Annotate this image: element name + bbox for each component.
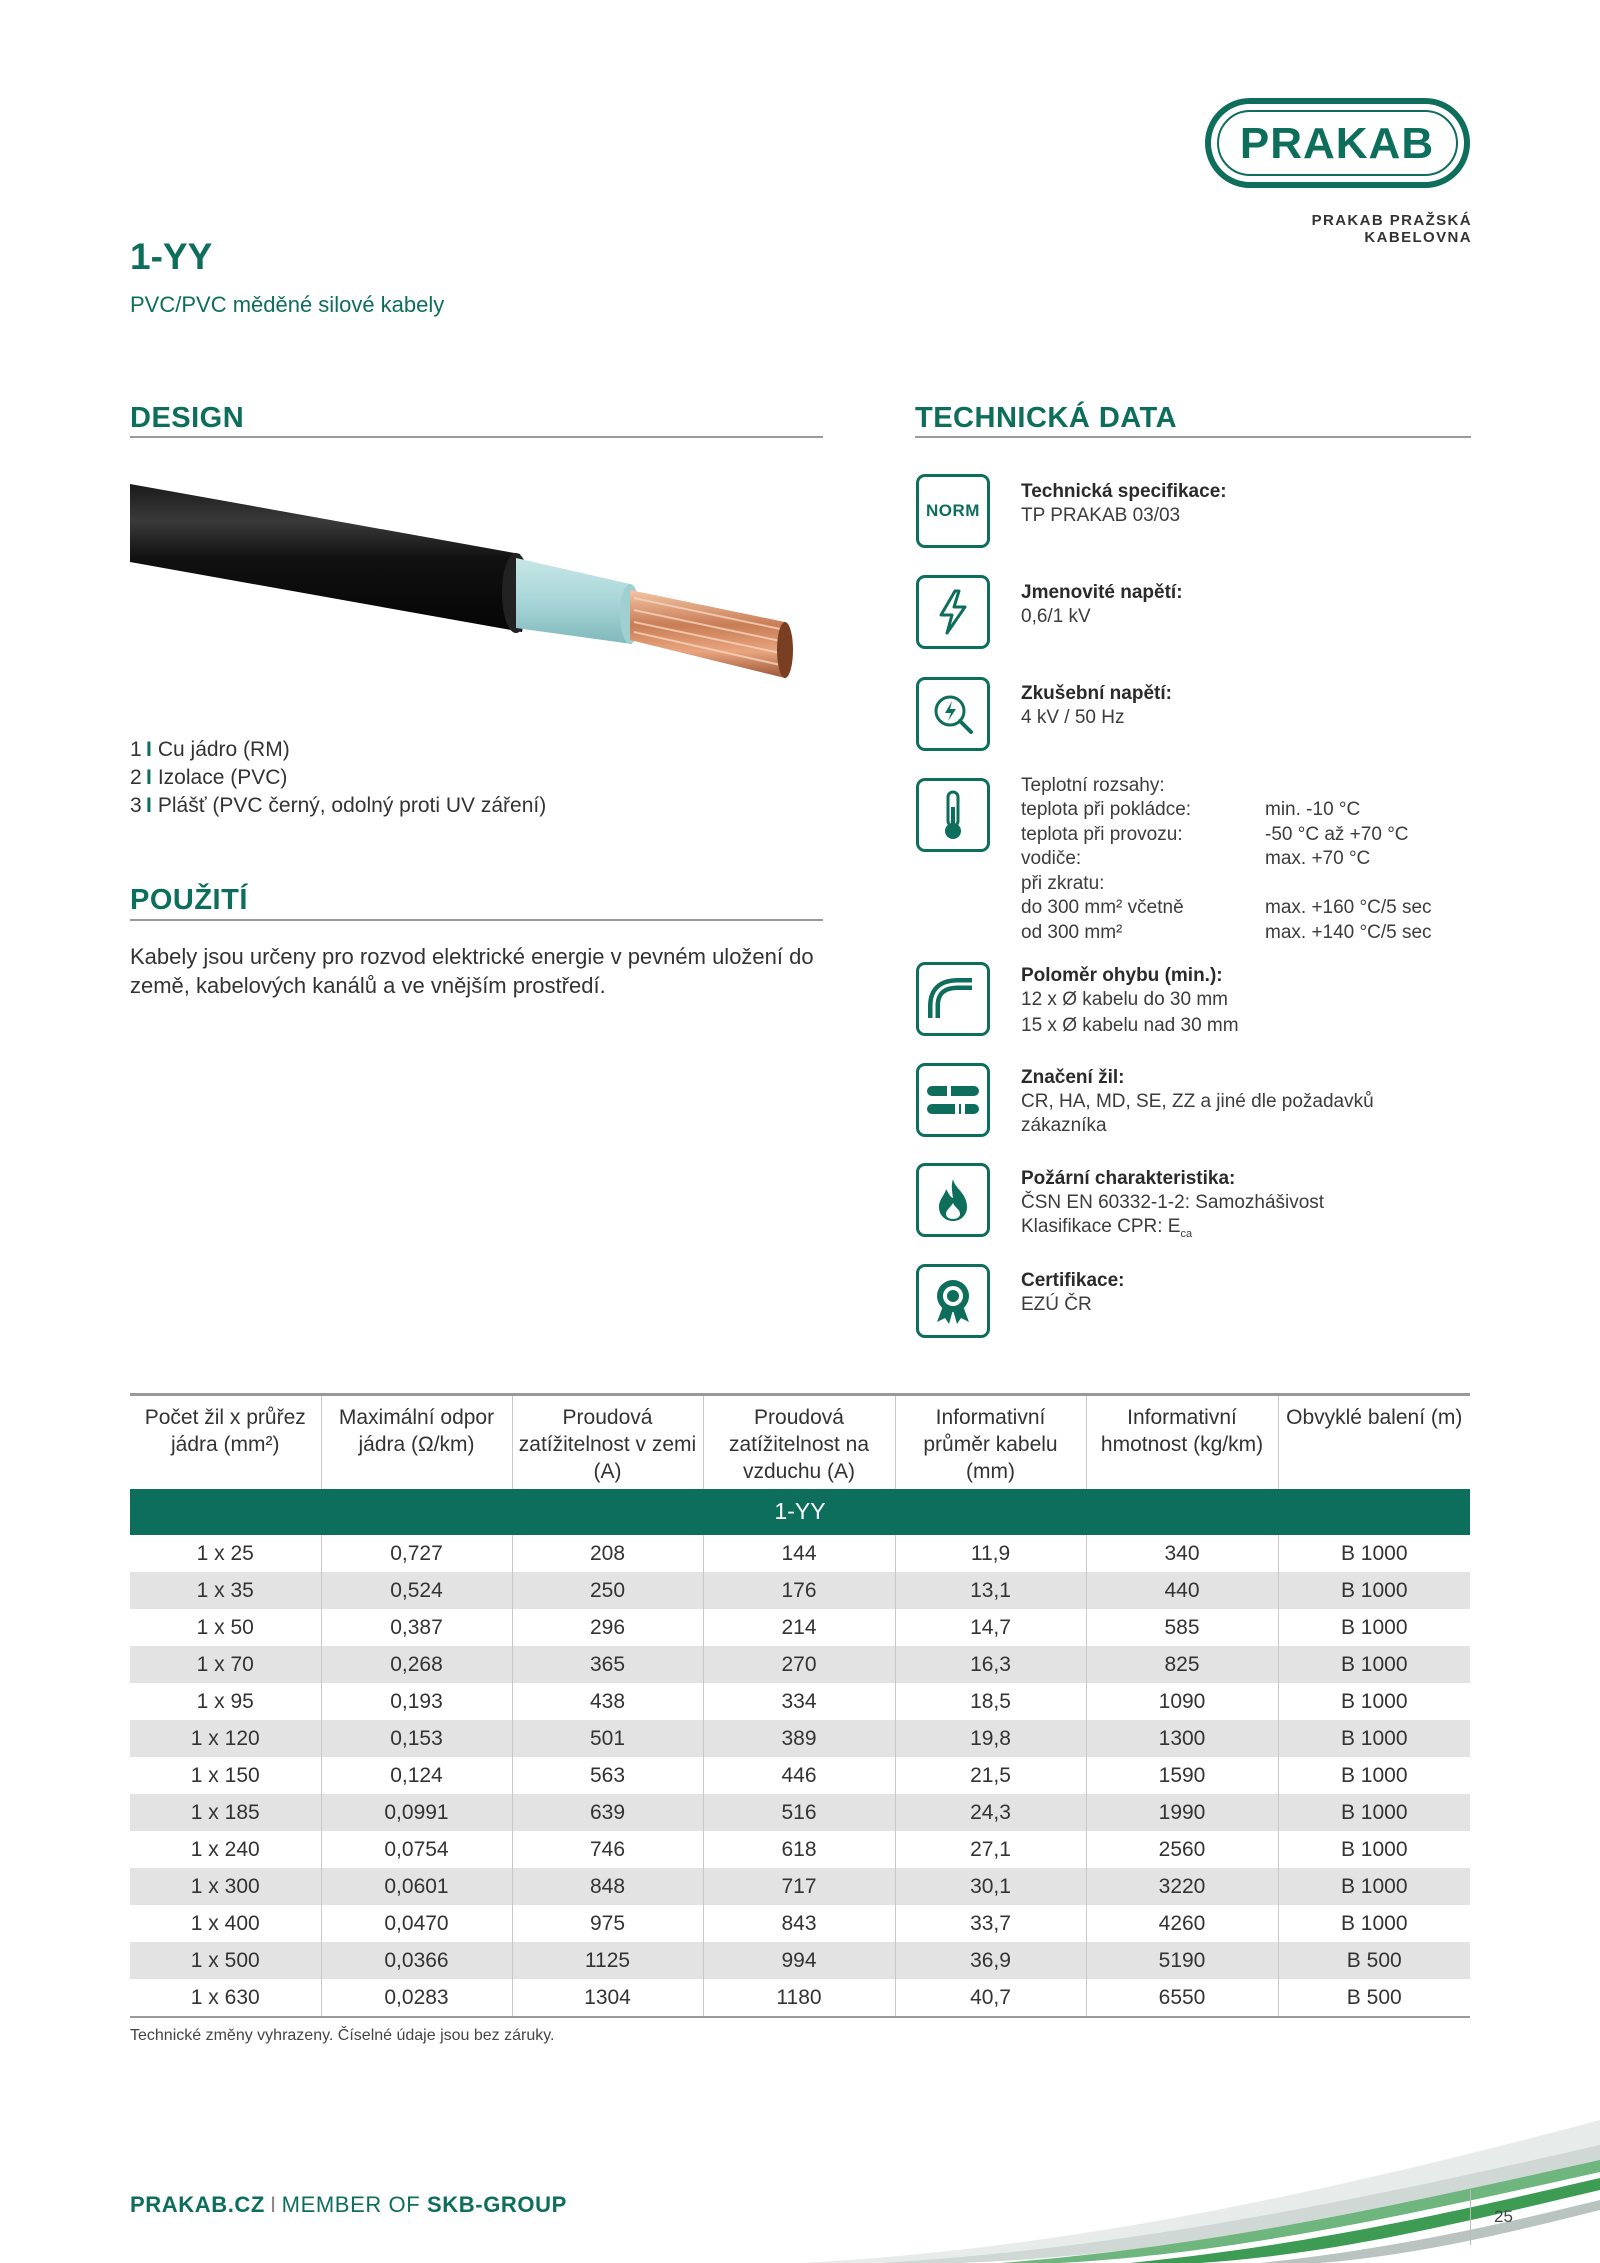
table-cell: B 1000 (1278, 1720, 1470, 1757)
table-cell: 5190 (1086, 1942, 1278, 1979)
prakab-logo (1205, 98, 1470, 188)
table-row (130, 1868, 1470, 1905)
table-row (130, 1609, 1470, 1646)
footer-member: MEMBER OF (281, 2192, 421, 2217)
temperature-label: Teplotní rozsahy: (1021, 775, 1165, 796)
table-cell: 0,193 (321, 1683, 512, 1720)
svg-text:PRAKAB: PRAKAB (1239, 119, 1435, 168)
page-divider (1470, 2190, 1471, 2245)
table-cell: 296 (512, 1609, 703, 1646)
column-header: Informativní hmotnost (kg/km) (1086, 1395, 1278, 1489)
table-cell: 365 (512, 1646, 703, 1683)
usage-heading: POUŽITÍ (130, 884, 248, 916)
table-cell: 340 (1086, 1535, 1278, 1572)
norm-icon: NORM (916, 474, 990, 548)
column-header: Obvyklé balení (m) (1278, 1395, 1470, 1489)
product-subtitle: PVC/PVC měděné silové kabely (130, 292, 445, 317)
table-cell: 0,124 (321, 1757, 512, 1794)
table-cell: 30,1 (895, 1868, 1086, 1905)
test-voltage-block: Zkušební napětí: 4 kV / 50 Hz (1021, 683, 1172, 728)
table-row (130, 1535, 1470, 1572)
table-cell: 0,0283 (321, 1979, 512, 2017)
table-cell: 440 (1086, 1572, 1278, 1609)
marking-block: Značení žil: CR, HA, MD, SE, ZZ a jiné dle požadavků zákazníka (1021, 1067, 1374, 1136)
table-cell: 4260 (1086, 1905, 1278, 1942)
table-cell: 1 x 35 (130, 1572, 321, 1609)
table-row (130, 1794, 1470, 1831)
table-cell: B 1000 (1278, 1572, 1470, 1609)
disclaimer-note: Technické změny vyhrazeny. Číselné údaje jsou bez záruky. (130, 2027, 555, 2044)
table-cell: 994 (703, 1942, 895, 1979)
table-cell: 639 (512, 1794, 703, 1831)
table-cell: 618 (703, 1831, 895, 1868)
column-header: Proudová zatížitelnost na vzduchu (A) (703, 1395, 895, 1489)
test-voltage-icon (916, 677, 990, 751)
table-cell: 516 (703, 1794, 895, 1831)
table-cell: B 500 (1278, 1942, 1470, 1979)
bending-block: Poloměr ohybu (min.): 12 x Ø kabelu do 30 mm 15 x Ø kabelu nad 30 mm (1021, 965, 1239, 1036)
footer-text: PRAKAB.CZ I MEMBER OF SKB-GROUP (130, 2192, 567, 2217)
table-cell: B 1000 (1340, 1615, 1408, 1639)
table-cell: 975 (512, 1905, 703, 1942)
table-cell: B 1000 (1278, 1794, 1470, 1831)
table-cell: 1 x 95 (130, 1683, 321, 1720)
temperature-row: vodiče: max. +70 °C (1021, 848, 1371, 869)
temperature-row: teplota při provozu: -50 °C až +70 °C (1021, 823, 1409, 845)
table-cell: 1 x 50 (130, 1609, 321, 1646)
table-cell: 0,0366 (321, 1942, 512, 1979)
thermometer-icon (916, 778, 990, 852)
flame-icon (916, 1163, 990, 1237)
table-cell: 19,8 (895, 1720, 1086, 1757)
lightning-icon (916, 575, 990, 649)
table-cell: 0,268 (321, 1646, 512, 1683)
voltage-block: Jmenovité napětí: 0,6/1 kV (1021, 582, 1183, 627)
table-cell: 11,9 (895, 1535, 1086, 1572)
table-cell: 214 (703, 1609, 895, 1646)
table-cell: 0,727 (321, 1535, 512, 1572)
design-legend (130, 736, 546, 820)
table-cell: 563 (512, 1757, 703, 1794)
table-cell: 0,524 (321, 1572, 512, 1609)
table-row (130, 1831, 1470, 1868)
table-cell: 2560 (1086, 1831, 1278, 1868)
column-header: Počet žil x průřez jádra (mm²) (130, 1395, 321, 1489)
table-cell: B 1000 (1340, 1541, 1408, 1565)
table-cell: B 1000 (1278, 1646, 1470, 1683)
table-row (130, 1757, 1470, 1794)
design-heading: DESIGN (130, 402, 245, 434)
temperature-table (1021, 798, 1432, 945)
footer-site: PRAKAB.CZ (130, 2192, 265, 2217)
column-header: Maximální odpor jádra (Ω/km) (321, 1395, 512, 1489)
technical-heading: TECHNICKÁ DATA (915, 402, 1178, 434)
table-cell: 0,387 (321, 1609, 512, 1646)
table-cell: 0,0754 (321, 1831, 512, 1868)
table-cell: B 1000 (1278, 1868, 1470, 1905)
page-number: 25 (1494, 2207, 1513, 2226)
table-cell: 1304 (512, 1979, 703, 2017)
usage-text: Kabely jsou určeny pro rozvod elektrické energie v pevném uložení do země, kabelových kanálů a ve vnějším prostředí. (130, 944, 814, 998)
certification-block: Certifikace: EZÚ ČR (1021, 1270, 1125, 1315)
table-cell: 1 x 150 (130, 1757, 321, 1794)
table-cell: B 500 (1278, 1979, 1470, 2017)
table-cell: 250 (512, 1572, 703, 1609)
temperature-row: od 300 mm² max. +140 °C/5 sec (1021, 921, 1432, 943)
column-header: Informativní průměr kabelu (mm) (895, 1395, 1086, 1489)
group-label: 1-YY (130, 1489, 1470, 1535)
cable-image (130, 472, 822, 710)
table-cell: 21,5 (895, 1757, 1086, 1794)
table-cell: 389 (703, 1720, 895, 1757)
table-row (130, 1942, 1470, 1979)
table-cell: 14,7 (895, 1609, 1086, 1646)
table-row (130, 1572, 1470, 1609)
table-cell: B 1000 (1340, 1763, 1408, 1787)
table-cell: B 1000 (1340, 1837, 1408, 1861)
table-cell: 24,3 (895, 1794, 1086, 1831)
table-cell: 1 x 500 (130, 1942, 321, 1979)
technical-divider (915, 436, 1471, 438)
table-cell: 208 (512, 1535, 703, 1572)
table-cell: 825 (1086, 1646, 1278, 1683)
table-cell: 1 x 70 (130, 1646, 321, 1683)
table-cell: 1 x 630 (130, 1979, 321, 2017)
table-cell: 18,5 (895, 1683, 1086, 1720)
table-cell: 334 (703, 1683, 895, 1720)
bending-radius-icon (916, 962, 990, 1036)
table-header-row (130, 1395, 1470, 1489)
legend-item: 3 I Plášť (PVC černý, odolný proti UV záření) (130, 794, 547, 817)
table-cell: 438 (512, 1683, 703, 1720)
table-cell: 1 x 240 (130, 1831, 321, 1868)
table-row (130, 1720, 1470, 1757)
table-cell: 1590 (1086, 1757, 1278, 1794)
table-cell: 0,153 (321, 1720, 512, 1757)
table-cell: 1300 (1086, 1720, 1278, 1757)
legend-item: 1 I Cu jádro (RM) (130, 738, 290, 761)
decorative-swoosh (800, 2050, 1600, 2263)
legend-item: 2 I Izolace (PVC) (130, 766, 288, 789)
table-cell: 27,1 (895, 1831, 1086, 1868)
temperature-row: teplota při pokládce: min. -10 °C (1021, 799, 1361, 820)
footer-group: SKB-GROUP (427, 2192, 567, 2217)
company-name: PRAKAB PRAŽSKÁ KABELOVNA (1311, 212, 1472, 246)
table-cell: 33,7 (895, 1905, 1086, 1942)
product-title: 1-YY (130, 236, 213, 277)
table-cell: 1090 (1086, 1683, 1278, 1720)
table-row (130, 1905, 1470, 1942)
fire-block: Požární charakteristika: ČSN EN 60332-1-2: Samozhášivost Klasifikace CPR: $E_{ca}$ (1021, 1168, 1325, 1240)
table-cell: 13,1 (895, 1572, 1086, 1609)
table-cell: 585 (1086, 1609, 1278, 1646)
table-cell: 446 (703, 1757, 895, 1794)
table-cell: 1180 (703, 1979, 895, 2017)
table-cell: 6550 (1086, 1979, 1278, 2017)
table-cell: 270 (703, 1646, 895, 1683)
table-cell: 848 (512, 1868, 703, 1905)
table-cell: B 1000 (1340, 1911, 1408, 1935)
core-marking-icon (916, 1063, 990, 1137)
table-cell: 1125 (512, 1942, 703, 1979)
table-cell: 0,0470 (321, 1905, 512, 1942)
table-cell: 144 (703, 1535, 895, 1572)
table-cell: B 1000 (1340, 1689, 1408, 1713)
table-cell: 0,0601 (321, 1868, 512, 1905)
table-cell: 501 (512, 1720, 703, 1757)
table-cell: 16,3 (895, 1646, 1086, 1683)
table-row (130, 1683, 1470, 1720)
certificate-icon (916, 1264, 990, 1338)
table-cell: 36,9 (895, 1942, 1086, 1979)
cable-data-table (130, 1393, 1470, 2018)
table-cell: 40,7 (895, 1979, 1086, 2017)
temperature-row: do 300 mm² včetně max. +160 °C/5 sec (1021, 897, 1432, 918)
temperature-row: při zkratu: (1021, 872, 1105, 894)
table-cell: 843 (703, 1905, 895, 1942)
table-body (130, 1535, 1470, 2017)
table-cell: 1 x 185 (130, 1794, 321, 1831)
table-group-row (130, 1489, 1470, 1535)
table-cell: 1990 (1086, 1794, 1278, 1831)
table-row (130, 1979, 1470, 2017)
design-divider (130, 436, 823, 438)
table-cell: 1 x 120 (130, 1720, 321, 1757)
table-cell: 717 (703, 1868, 895, 1905)
table-cell: 746 (512, 1831, 703, 1868)
table-cell: 176 (703, 1572, 895, 1609)
usage-divider (130, 919, 823, 921)
table-cell: 1 x 400 (130, 1905, 321, 1942)
table-cell: 0,0991 (321, 1794, 512, 1831)
column-header: Proudová zatížitelnost v zemi (A) (512, 1395, 703, 1489)
table-row (130, 1646, 1470, 1683)
table-cell: 3220 (1086, 1868, 1278, 1905)
table-cell: 1 x 25 (130, 1535, 321, 1572)
table-cell: 1 x 300 (130, 1868, 321, 1905)
spec-block: Technická specifikace: TP PRAKAB 03/03 (1021, 481, 1227, 526)
